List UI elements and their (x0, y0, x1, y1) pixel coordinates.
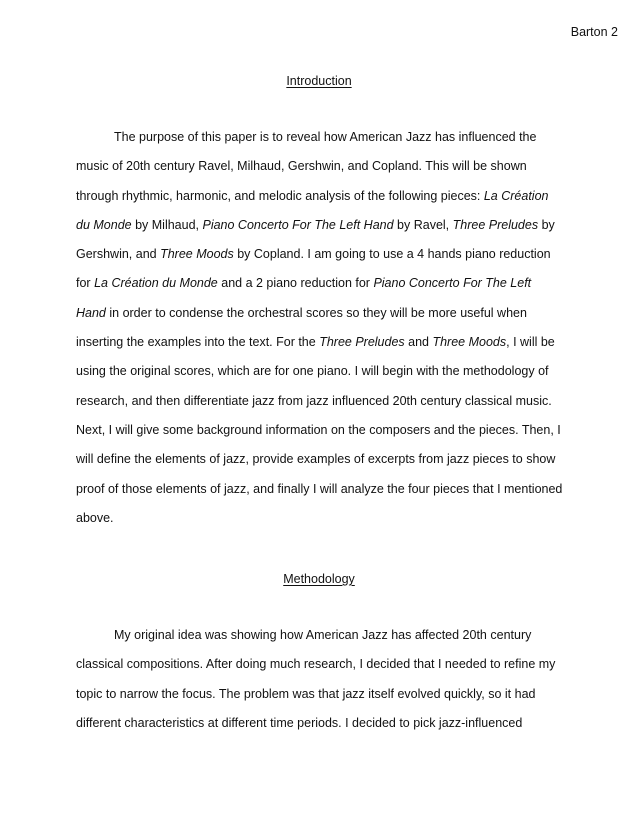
italic-title-run: du Monde (76, 217, 132, 232)
text-run: Next, I will give some background information on the composers and the pieces. Then, I (76, 422, 561, 437)
italic-title-run: Three Preludes (319, 335, 405, 350)
text-run: proof of those elements of jazz, and finally I will analyze the four pieces that I mentioned (76, 481, 563, 496)
section-heading-methodology: Methodology (283, 572, 355, 586)
italic-title-run: Three Preludes (452, 217, 539, 232)
text-run: inserting the examples into the text. For the (76, 335, 320, 350)
text-run: will define the elements of jazz, provide examples of excerpts from jazz pieces to show (76, 452, 556, 467)
italic-title-run: La Création (483, 188, 549, 203)
text-line (76, 416, 588, 445)
text-run: in order to condense the orchestral scores so they will be more useful when (105, 305, 527, 320)
italic-title-run: Three Moods (432, 335, 507, 350)
text-line (76, 357, 588, 386)
text-line (76, 709, 588, 738)
text-run: by (538, 217, 555, 232)
italic-title-run: Hand (76, 305, 106, 320)
text-line (76, 152, 588, 181)
introduction-paragraph (76, 123, 588, 533)
text-run: research, and then differentiate jazz from jazz influenced 20th century classical music. (76, 393, 552, 408)
text-run: Gershwin, and (76, 247, 161, 262)
text-line (76, 387, 588, 416)
text-line (76, 269, 588, 298)
text-run: , I will be (506, 335, 555, 350)
italic-title-run: Piano Concerto For The Left Hand (202, 217, 394, 232)
text-run: topic to narrow the focus. The problem was that jazz itself evolved quickly, so it had (76, 686, 536, 701)
text-line (76, 182, 588, 211)
text-run: classical compositions. After doing much research, I decided that I needed to refine my (76, 657, 556, 672)
text-line (76, 650, 588, 679)
italic-title-run: Piano Concerto For The Left (373, 276, 532, 291)
running-head: Barton 2 (570, 25, 618, 39)
text-line (76, 240, 588, 269)
section-heading-introduction: Introduction (286, 74, 352, 88)
text-run: The purpose of this paper is to reveal how American Jazz has influenced the (114, 130, 537, 144)
text-run: for (76, 276, 95, 291)
text-line (76, 445, 588, 474)
text-line (76, 680, 588, 709)
text-run: by Copland. I am going to use a 4 hands piano reduction (233, 247, 551, 262)
text-run: using the original scores, which are for one piano. I will begin with the methodology of (76, 364, 549, 379)
text-line (76, 211, 588, 240)
text-line (76, 504, 588, 533)
text-run: and (404, 335, 433, 350)
text-run: and a 2 piano reduction for (217, 276, 374, 291)
text-line (76, 123, 588, 152)
text-run: different characteristics at different time periods. I decided to pick jazz-influenced (76, 715, 523, 730)
text-run: above. (76, 510, 114, 525)
text-run: music of 20th century Ravel, Milhaud, Gershwin, and Copland. This will be shown (76, 159, 527, 174)
italic-title-run: Three Moods (160, 247, 234, 262)
methodology-paragraph (76, 621, 588, 738)
italic-title-run: La Création du Monde (94, 276, 218, 291)
text-line (76, 621, 588, 650)
text-run: My original idea was showing how American Jazz has affected 20th century (114, 628, 532, 642)
text-line (76, 475, 588, 504)
text-line (76, 299, 588, 328)
text-line (76, 328, 588, 357)
text-run: through rhythmic, harmonic, and melodic analysis of the following pieces: (76, 188, 484, 203)
text-run: by Milhaud, (131, 217, 203, 232)
text-run: by Ravel, (393, 217, 453, 232)
